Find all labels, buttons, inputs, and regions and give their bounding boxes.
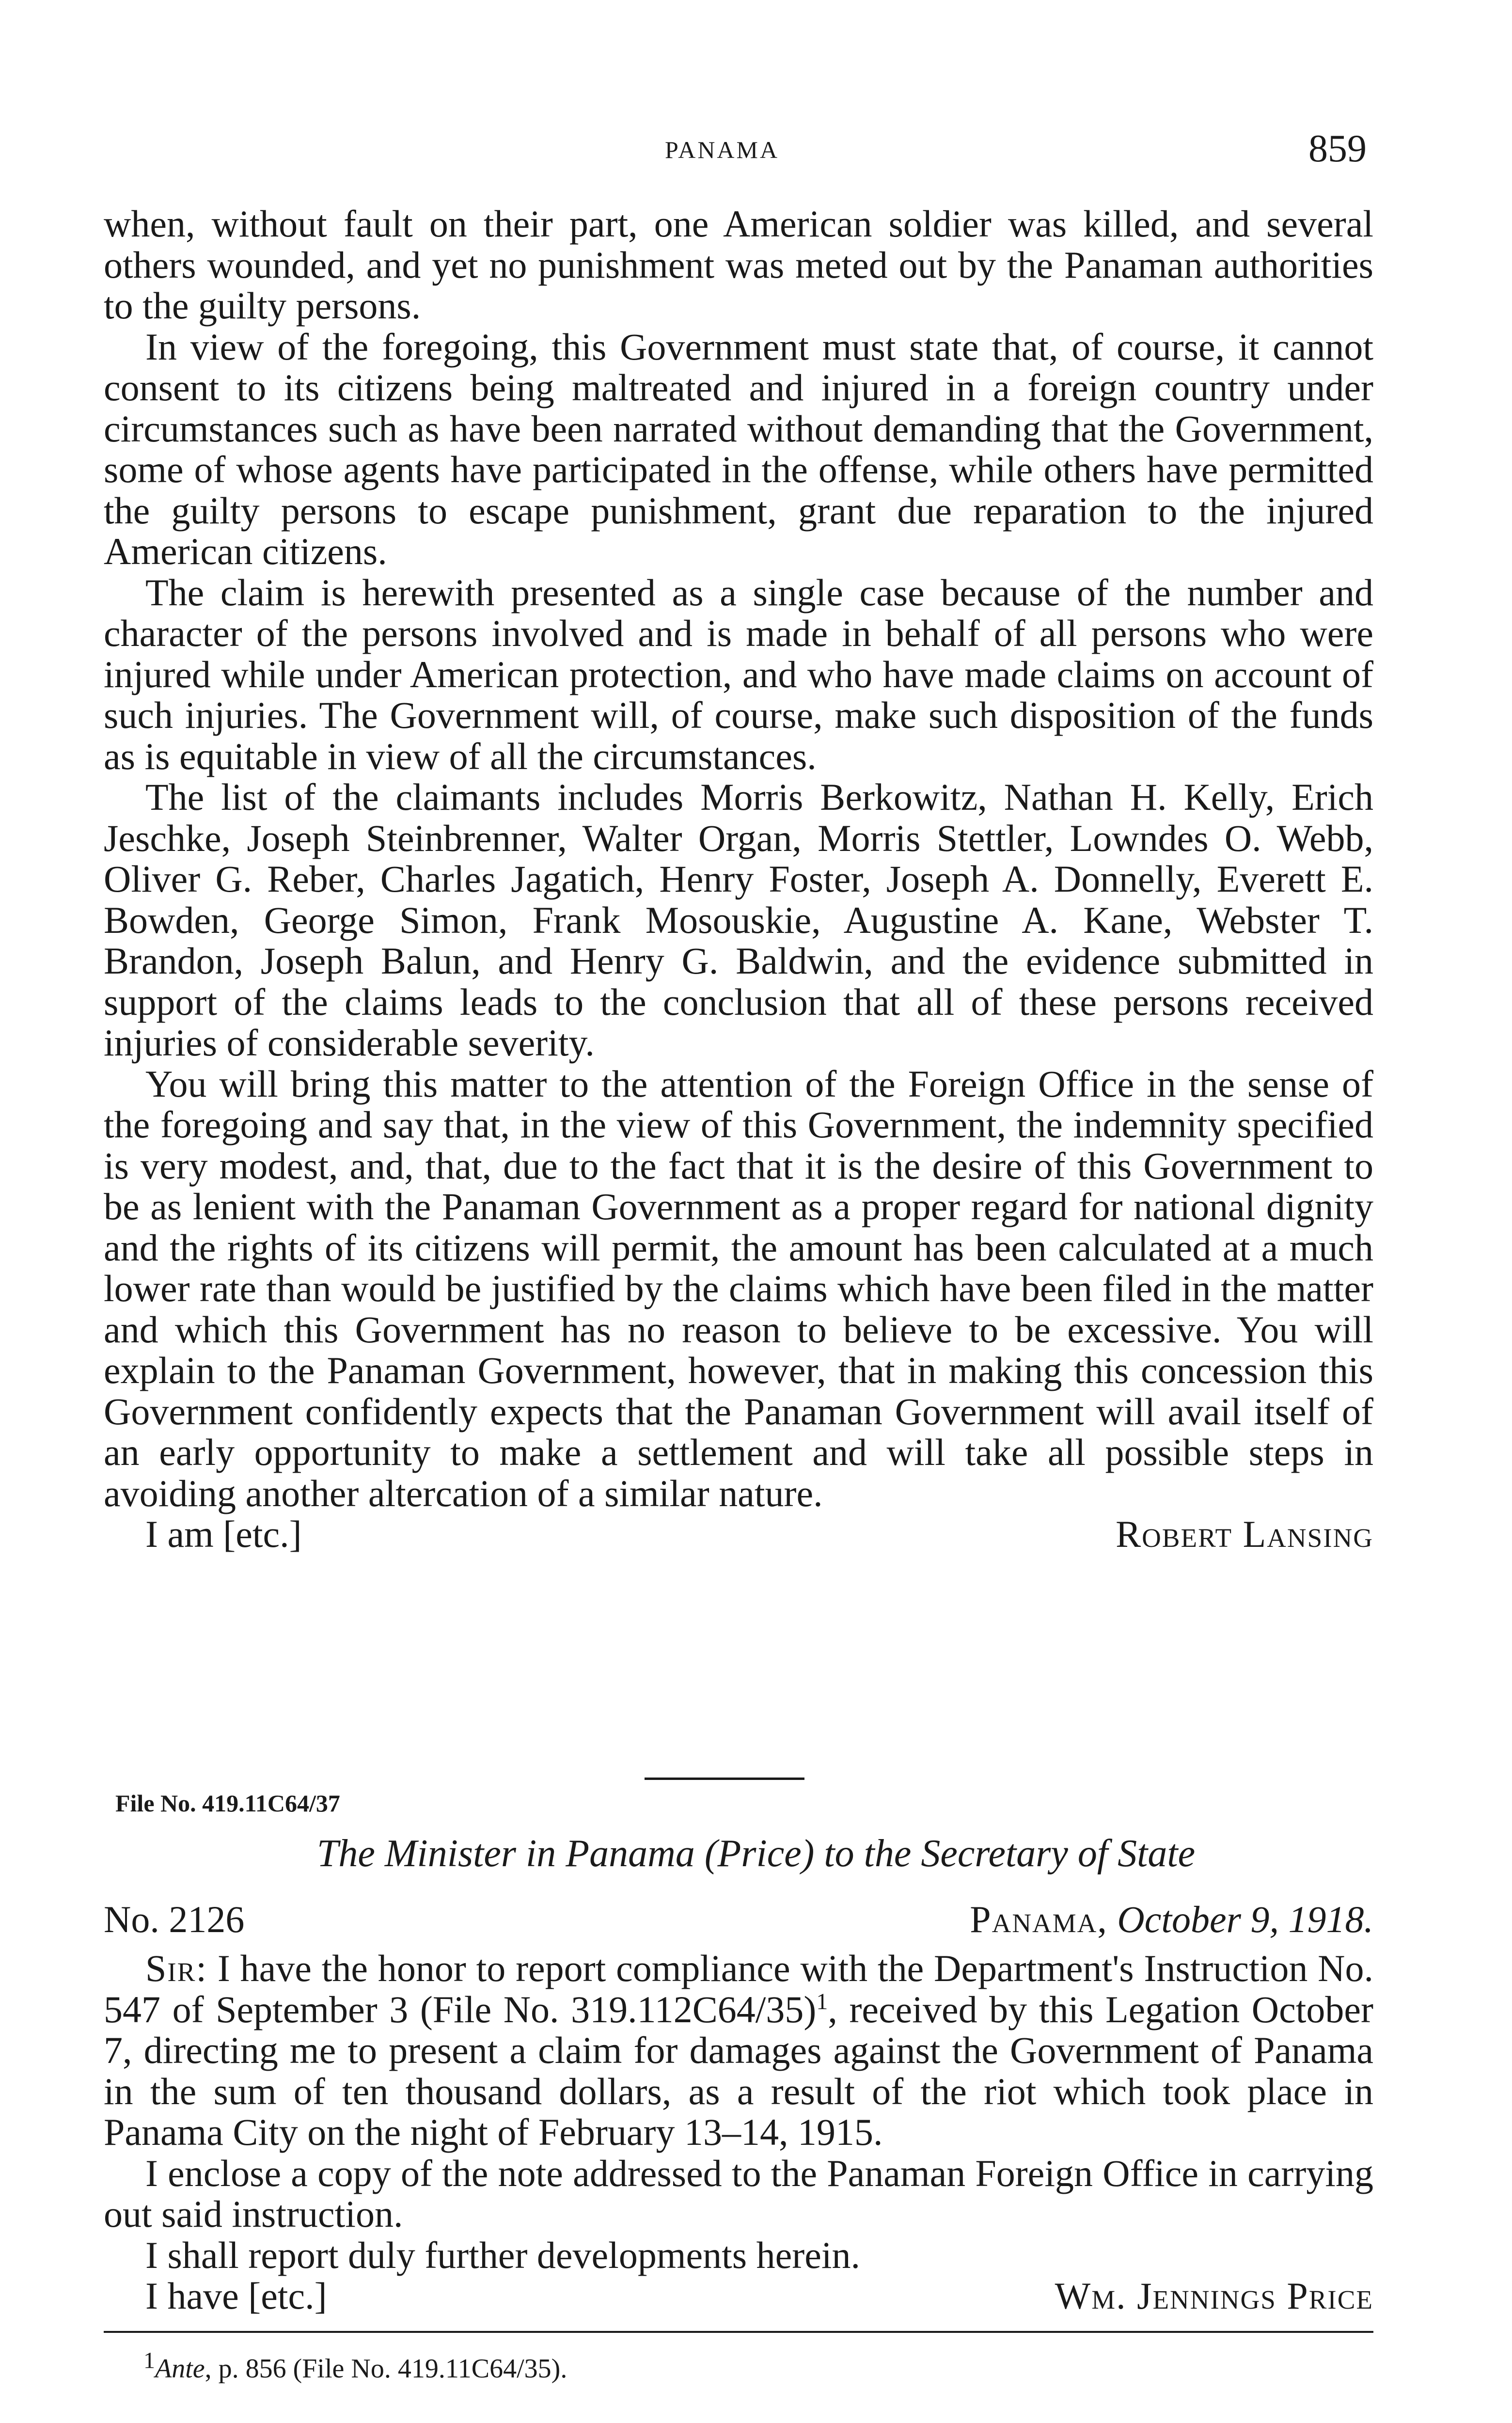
letter-paragraph-report: I shall report duly further developments herein.: [145, 2234, 861, 2276]
paragraph-foreign-office: You will bring this matter to the attention of the Foreign Office in the sense of the foregoing and say that, in the view of this Government, the indemnity specified is very modest, and, that, due to the fact that it is the desire of this Government to be as lenient with the Panaman Government as a proper regard for national dignity and the rights of its citizens will permit, the amount has been calculated at a much lower rate than would be justified by the claims which have been filed in the matter and which this Government has no reason to believe to be excessive. You will explain to the Panaman Government, however, that in making this concession this Government confidently expects that the Panaman Government will avail itself of an early opportunity to make a settlement and will take all possible steps in avoiding another altercation of a similar nature.: [104, 1062, 1373, 1514]
document-heading: The Minister in Panama (Price) to the Secretary of State: [316, 1832, 1196, 1875]
file-number: File No. 419.11C64/37: [115, 1790, 340, 1817]
running-title: PANAMA: [665, 136, 780, 163]
closing-price: [104, 2276, 1373, 2317]
despatch-body: [104, 1948, 1373, 2317]
footnote: [143, 2347, 567, 2384]
compliance-text-cont: , received by this Legation October 7, directing me to present a claim for damages against the Government of Panama in the sum of ten thousand dollars, as a result of the riot which took place in Panama City on the night of February 13–14, 1915.: [104, 1988, 1374, 2153]
footnote-rule: [104, 2331, 1373, 2333]
signature-price: Wm. Jennings Price: [1055, 2275, 1373, 2317]
instruction-body: [104, 204, 1373, 1555]
signature-lansing: Robert Lansing: [1116, 1513, 1373, 1555]
footnote-italic: Ante: [155, 2354, 205, 2384]
footnote-marker: 1: [143, 2347, 155, 2374]
date: October 9, 1918.: [1117, 1898, 1373, 1940]
salutation: Sir:: [145, 1947, 208, 1989]
compliance-text: I have the honor to report compliance with the Department's Instruction No. 547 of September 3 (File No. 319.112C64/35): [104, 1947, 1373, 2030]
footnote-ref: 1: [816, 1988, 828, 2014]
letter-paragraph-compliance: [104, 1948, 1373, 2153]
paragraph-reparation: In view of the foregoing, this Government must state that, of course, it cannot consent to its citizens being maltreated and injured in a foreign country under circumstances such as have been narrated without demanding that the Government, some of whose agents have participated in the offense, while others have permitted the guilty persons to escape punishment, grant due reparation to the injured American citizens.: [104, 325, 1373, 572]
letter-paragraph-enclosure: I enclose a copy of the note addressed to the Panaman Foreign Office in carrying out said instruction.: [104, 2152, 1373, 2235]
page-number: 859: [1308, 127, 1367, 170]
paragraph-claimants: The list of the claimants includes Morris Berkowitz, Nathan H. Kelly, Erich Jeschke, Joseph Steinbrenner, Walter Organ, Morris Stettler, Lowndes O. Webb, Oliver G. Reber, Charles Jagatich, Henry Foster, Joseph A. Donnelly, Everett E. Bowden, George Simon, Frank Mosouskie, Augustine A. Kane, Webster T. Brandon, Joseph Balun, and Henry G. Baldwin, and the evidence submitted in support of the claims leads to the conclusion that all of these persons received injuries of considerable severity.: [104, 776, 1373, 1064]
despatch-number: No. 2126: [104, 1898, 245, 1940]
running-head: [0, 127, 1512, 170]
closing-text: I have [etc.]: [145, 2275, 327, 2317]
paragraph-single-case: The claim is herewith presented as a single case because of the number and character of the persons involved and is made in behalf of all persons who were injured while under American protection, and who have made claims on account of such injuries. The Government will, of course, make such disposition of the funds as is equitable in view of all the circumstances.: [104, 571, 1373, 777]
place: Panama,: [970, 1898, 1108, 1940]
dateline: [104, 1898, 1373, 1946]
footnote-text: , p. 856 (File No. 419.11C64/35).: [205, 2354, 567, 2384]
paragraph-continuation: when, without fault on their part, one American soldier was killed, and several others wounded, and yet no punishment was meted out by the Panaman authorities to the guilty persons.: [104, 203, 1373, 327]
section-divider: [645, 1778, 804, 1780]
place-date: [970, 1898, 1373, 1941]
closing-lansing: [104, 1514, 1373, 1555]
closing-text: I am [etc.]: [145, 1513, 302, 1555]
